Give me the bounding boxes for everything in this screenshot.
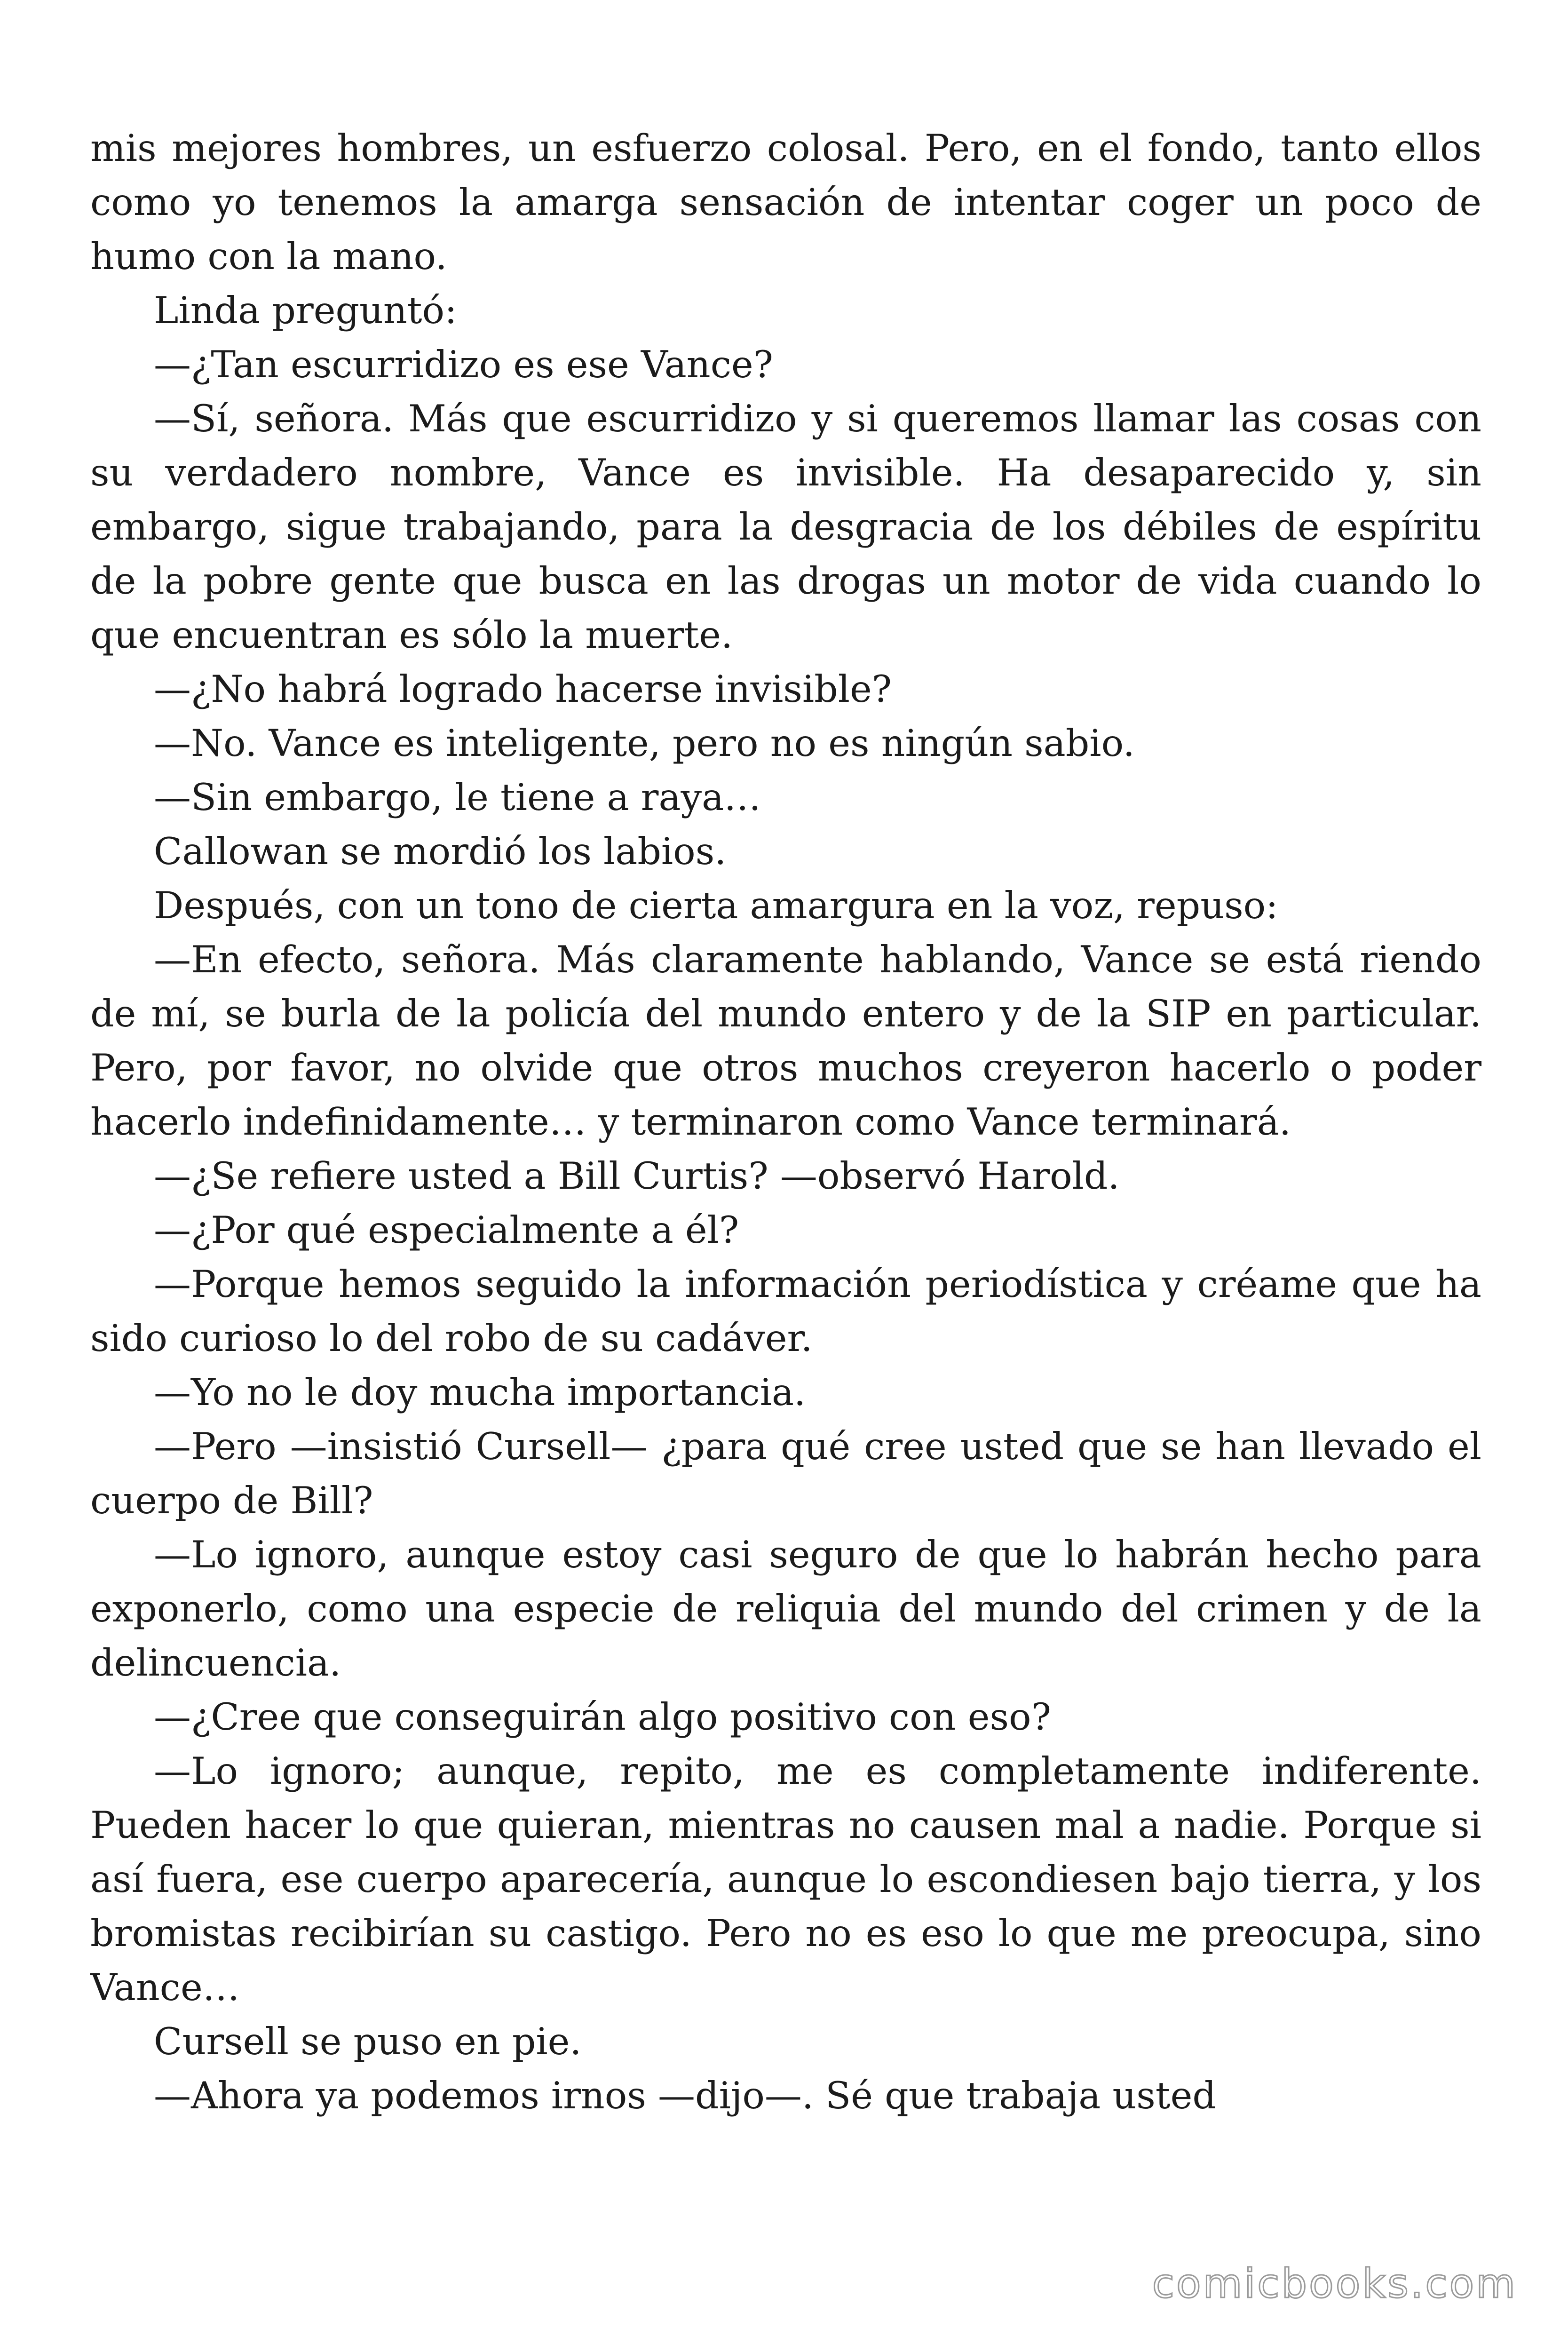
paragraph: —¿Tan escurridizo es ese Vance? xyxy=(154,343,774,386)
paragraph: —Porque hemos seguido la información periodística y créame que ha sido curioso lo del robo de su cadáver. xyxy=(90,1263,1481,1360)
paragraph: —¿No habrá logrado hacerse invisible? xyxy=(154,667,892,711)
watermark: comicbooks.com xyxy=(1152,2260,1517,2307)
paragraph: —¿Por qué especialmente a él? xyxy=(154,1208,739,1252)
paragraph: —Yo no le doy mucha importancia. xyxy=(154,1371,806,1414)
paragraph: —¿Cree que conseguirán algo positivo con eso? xyxy=(154,1695,1051,1739)
body-text xyxy=(90,121,1481,2123)
paragraph: —En efecto, señora. Más claramente hablando, Vance se está riendo de mí, se burla de la policía del mundo entero y de la SIP en particular. Pero, por favor, no olvide que otros muchos creyeron hacerlo o poder hacerlo indefinidamente… y terminaron como Vance terminará. xyxy=(90,938,1481,1144)
paragraph: Después, con un tono de cierta amargura en la voz, repuso: xyxy=(154,884,1278,927)
paragraph: —Sin embargo, le tiene a raya… xyxy=(154,776,761,819)
paragraph: Linda preguntó: xyxy=(154,289,457,332)
paragraph: Cursell se puso en pie. xyxy=(154,2020,582,2063)
paragraph: —Ahora ya podemos irnos —dijo—. Sé que trabaja usted xyxy=(154,2074,1216,2117)
paragraph: Callowan se mordió los labios. xyxy=(154,830,727,873)
paragraph: —Pero —insistió Cursell— ¿para qué cree usted que se han llevado el cuerpo de Bill? xyxy=(90,1425,1481,1522)
paragraph: mis mejores hombres, un esfuerzo colosal. Pero, en el fondo, tanto ellos como yo tenemos la amarga sensación de intentar coger un poco de humo con la mano. xyxy=(90,127,1481,278)
paragraph: —No. Vance es inteligente, pero no es ningún sabio. xyxy=(154,722,1135,765)
paragraph: —Lo ignoro; aunque, repito, me es completamente indiferente. Pueden hacer lo que quieran, mientras no causen mal a nadie. Porque si así fuera, ese cuerpo aparecería, aunque lo escondiesen bajo tierra, y los bromistas recibirían su castigo. Pero no es eso lo que me preocupa, sino Vance… xyxy=(90,1749,1481,2009)
paragraph: —Sí, señora. Más que escurridizo y si queremos llamar las cosas con su verdadero nombre, Vance es invisible. Ha desaparecido y, sin embargo, sigue trabajando, para la desgracia de los débiles de espíritu de la pobre gente que busca en las drogas un motor de vida cuando lo que encuentran es sólo la muerte. xyxy=(90,397,1481,657)
paragraph: —¿Se refiere usted a Bill Curtis? —observó Harold. xyxy=(154,1154,1120,1198)
paragraph: —Lo ignoro, aunque estoy casi seguro de que lo habrán hecho para exponerlo, como una especie de reliquia del mundo del crimen y de la delincuencia. xyxy=(90,1533,1481,1685)
